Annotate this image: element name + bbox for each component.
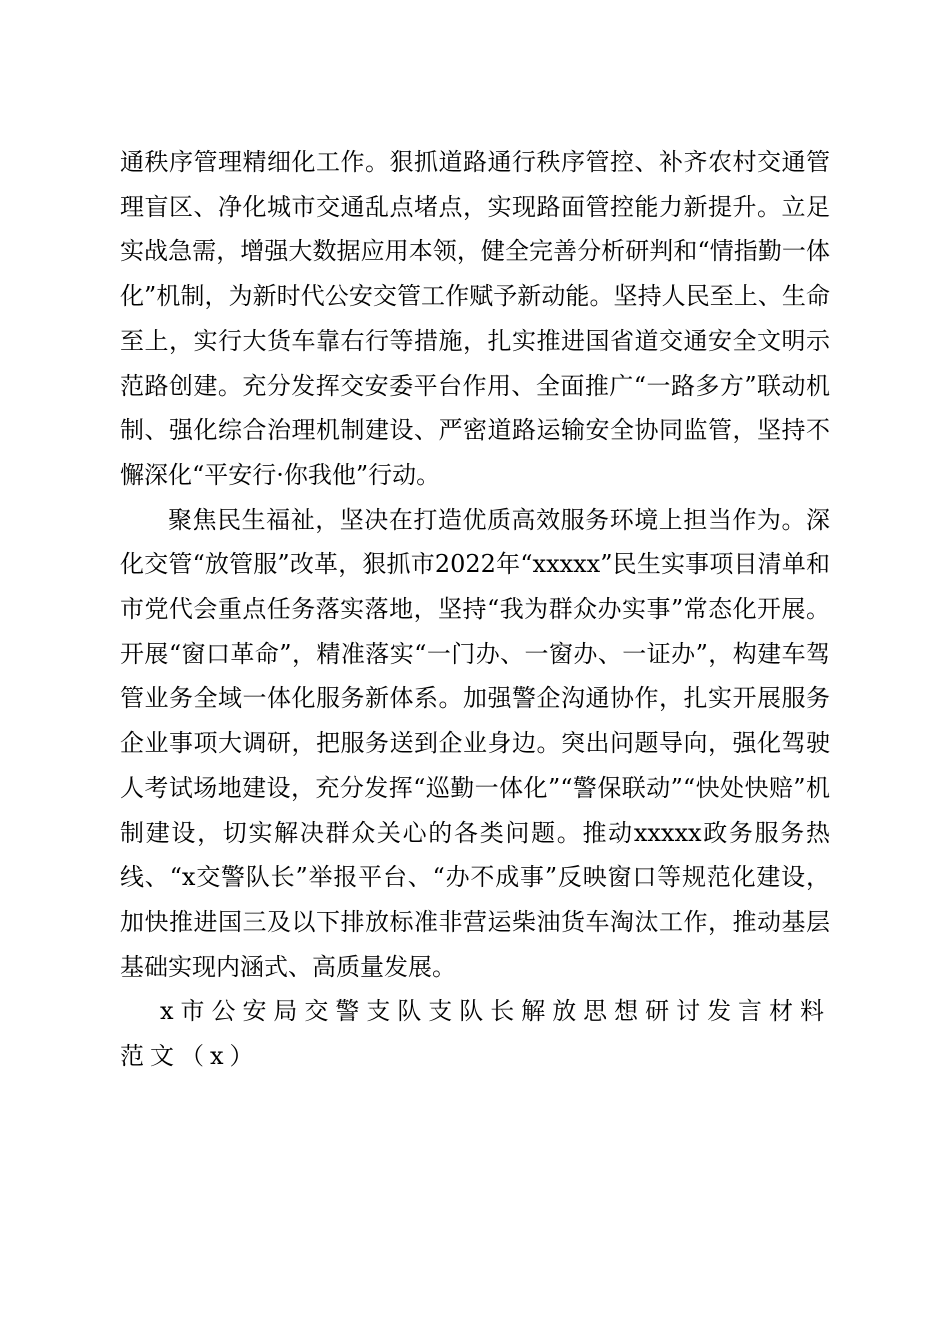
paragraph-service-environment: 聚焦民生福祉，坚决在打造优质高效服务环境上担当作为。深化交管“放管服”改革，狠抓市2022年“xxxxx”民生实事项目清单和市党代会重点任务落实落地，坚持“我为群众办实事”常态化开展。开展“窗口革命”，精准落实“一门办、一窗办、一证办”，构建车驾管业务全域一体化服务新体系。加强警企沟通协作，扎实开展服务企业事项大调研，把服务送到企业身边。突出问题导向，强化驾驶人考试场地建设，充分发挥“巡勤一体化”“警保联动”“快处快赔”机制建设，切实解决群众关心的各类问题。推动xxxxx政务服务热线、“x交警队长”举报平台、“办不成事”反映窗口等规范化建设，加快推进国三及以下排放标准非营运柴油货车淘汰工作，推动基层基础实现内涵式、高质量发展。 bbox=[120, 505, 830, 981]
paragraph-continued: 通秩序管理精细化工作。狠抓道路通行秩序管控、补齐农村交通管理盲区、净化城市交通乱点堵点，实现路面管控能力新提升。立足实战急需，增强大数据应用本领，健全完善分析研判和“情指勤一体化”机制，为新时代公安交管工作赋予新动能。坚持人民至上、生命至上，实行大货车靠右行等措施，扎实推进国省道交通安全文明示范路创建。充分发挥交安委平台作用、全面推广“一路多方”联动机制、强化综合治理机制建设、严密道路运输安全协同监管，坚持不懈深化“平安行·你我他”行动。 bbox=[120, 148, 830, 489]
document-heading: x市公安局交警支队支队长解放思想研讨发言材料范文（x） bbox=[120, 997, 830, 1071]
document-page bbox=[120, 140, 830, 1079]
